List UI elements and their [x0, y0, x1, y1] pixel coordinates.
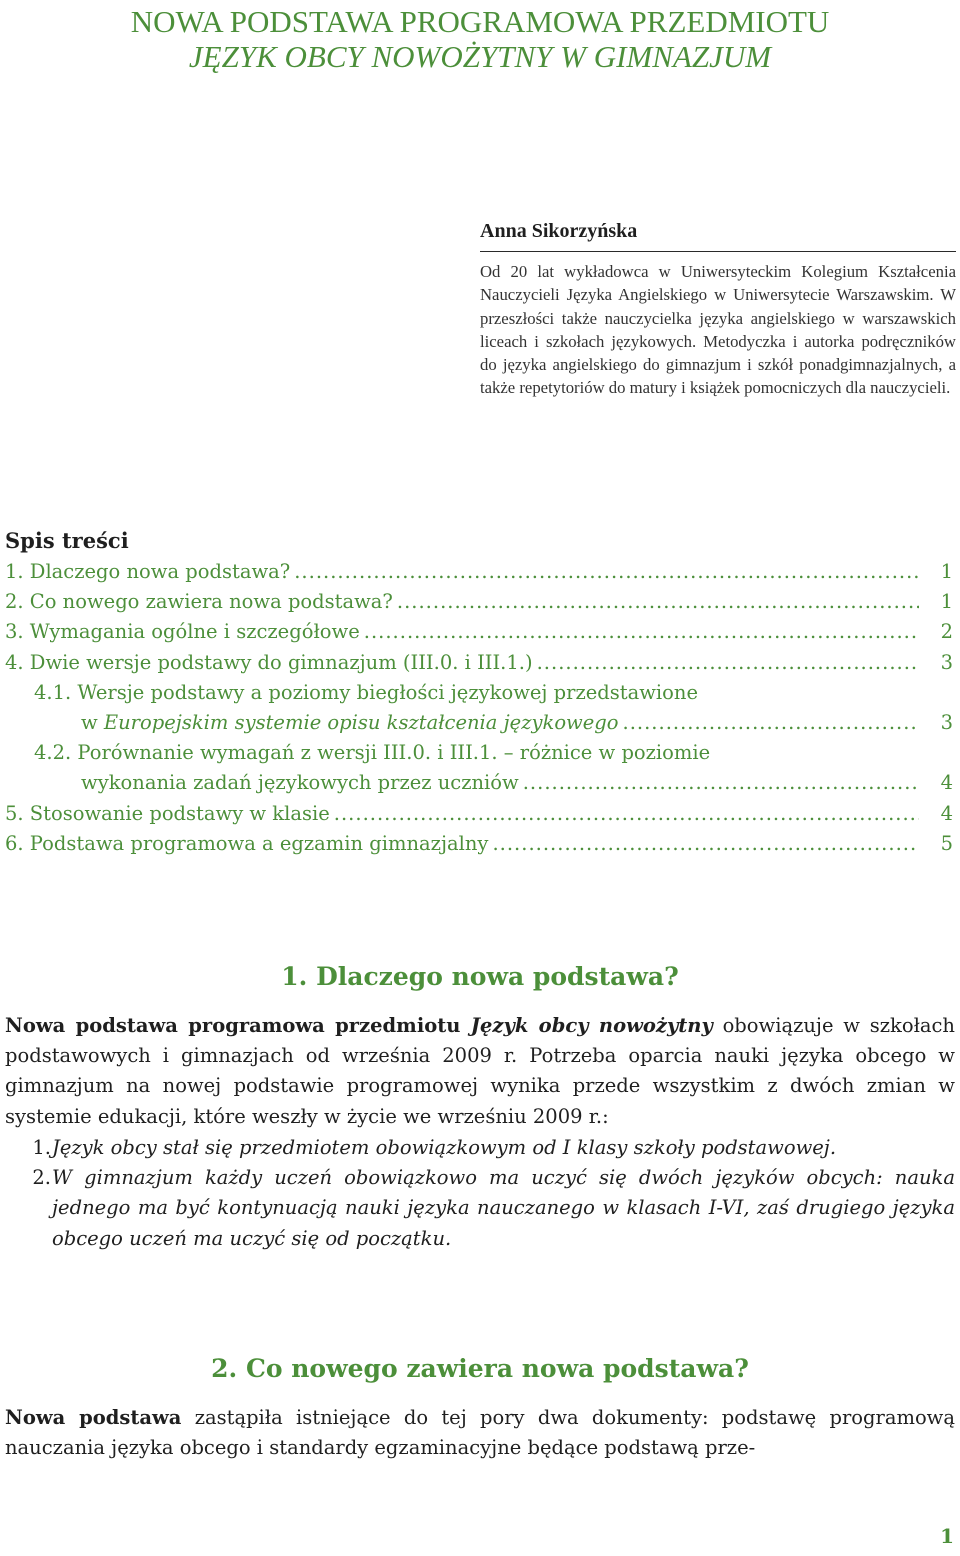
author-box — [480, 220, 956, 400]
section-1-bold-italic: Język obcy nowożytny — [470, 1014, 713, 1037]
toc-item-label: 2. Co nowego zawiera nowa podstawa? — [5, 590, 393, 614]
toc-item-label: 5. Stosowanie podstawy w klasie — [5, 801, 330, 825]
author-name: Anna Sikorzyńska — [480, 220, 638, 242]
toc-leader — [397, 587, 919, 617]
toc-leader — [623, 708, 919, 738]
document-title — [0, 4, 960, 74]
section-1-text: obowiązuje w szkołach podstawowych i gimnazjach od września 2009 r. Potrzeba oparcia nauki języka obcego w gimnazjum na nowej podstawie programowej wynika przede wszystkim z dwóch zmian w systemie edukacji, które weszły w życie we wrześniu 2009 r.: — [5, 1014, 955, 1128]
toc-item[interactable] — [5, 829, 953, 859]
toc-item-page: 2 — [940, 620, 953, 644]
toc-item[interactable] — [5, 799, 953, 829]
toc-item-label: 4.1. Wersje podstawy a poziomy biegłości językowej przedstawione — [34, 680, 699, 704]
toc-item[interactable] — [5, 648, 953, 678]
table-of-contents — [5, 528, 953, 859]
author-bio: Od 20 lat wykładowca w Uniwersyteckim Kolegium Kształcenia Nauczycieli Języka Angielskiego w Uniwersytecie Warszawskim. W przeszłości także nauczycielka języka angielskiego w warszawskich liceach i szkołach językowych. Metodyczka i autorka podręczników do języka angielskiego do gimnazjum i szkół ponadgimnazjalnych, a także repetytoriów do matury i książek pomocniczych dla nauczycieli. — [480, 262, 956, 398]
list-item-number: 2. — [32, 1166, 51, 1190]
toc-item-label: 1. Dlaczego nowa podstawa? — [5, 560, 291, 583]
toc-item-label: 3. Wymagania ogólne i szczegółowe — [5, 620, 360, 644]
title-line-1: NOWA PODSTAWA PROGRAMOWA PRZEDMIOTU — [130, 4, 830, 39]
section-1-heading: 1. Dlaczego nowa podstawa? — [281, 962, 679, 991]
toc-item-page: 4 — [940, 801, 953, 825]
toc-heading: Spis treści — [5, 528, 129, 553]
toc-item-page: 1 — [940, 560, 953, 583]
list-item-number: 1. — [32, 1136, 51, 1159]
toc-leader — [492, 829, 919, 859]
toc-item-label: 6. Podstawa programowa a egzamin gimnazjalny — [5, 831, 489, 855]
toc-item-page: 4 — [940, 771, 953, 795]
toc-item-cont-prefix: w — [81, 711, 104, 735]
toc-item-page: 1 — [940, 590, 953, 614]
section-2-bold-lead: Nowa podstawa — [5, 1406, 182, 1429]
toc-item[interactable] — [5, 738, 953, 768]
list-item-text: W gimnazjum każdy uczeń obowiązkowo ma uczyć się dwóch języków obcych: nauka jednego ma być kontynuacją nauki języka nauczanego w klasach I-VI, zaś drugiego języka obcego uczeń ma uczyć się od początku. — [52, 1166, 955, 1250]
toc-item-continuation[interactable] — [5, 708, 953, 738]
list-item — [5, 1163, 955, 1254]
toc-leader — [294, 557, 919, 587]
toc-item-page: 3 — [940, 711, 953, 735]
toc-item[interactable] — [5, 678, 953, 708]
section-2-paragraph — [5, 1403, 955, 1463]
toc-item-label: 4.2. Porównanie wymagań z wersji III.0. i III.1. – różnice w poziomie — [34, 741, 711, 765]
toc-item-cont: wykonania zadań językowych przez uczniów — [81, 771, 519, 795]
toc-item-continuation[interactable] — [5, 768, 953, 798]
toc-item-page: 3 — [940, 650, 953, 674]
section-2-heading: 2. Co nowego zawiera nowa podstawa? — [211, 1354, 749, 1383]
toc-leader — [334, 799, 919, 829]
toc-leader — [523, 768, 919, 798]
author-divider — [480, 251, 956, 252]
list-item-text: Język obcy stał się przedmiotem obowiązkowym od I klasy szkoły podstawowej. — [52, 1136, 837, 1159]
section-2-text: zastąpiła istniejące do tej pory dwa dokumenty: podstawę programową nauczania języka obcego i standardy egzaminacyjne będące podstawą prze- — [5, 1406, 955, 1460]
toc-item-label: 4. Dwie wersje podstawy do gimnazjum (III.0. i III.1.) — [5, 650, 533, 674]
section-1-paragraph — [5, 1011, 955, 1132]
toc-item[interactable] — [5, 557, 953, 587]
toc-leader — [364, 617, 919, 647]
toc-item-page: 5 — [940, 831, 953, 855]
section-1-bold-lead: Nowa podstawa programowa przedmiotu — [5, 1014, 471, 1037]
page-number: 1 — [940, 1524, 954, 1548]
section-1-list — [5, 1133, 955, 1254]
toc-item[interactable] — [5, 587, 953, 617]
list-item — [5, 1133, 955, 1163]
toc-leader — [537, 648, 919, 678]
toc-item-cont-italic: Europejskim systemie opisu kształcenia językowego — [103, 711, 619, 735]
toc-item[interactable] — [5, 617, 953, 647]
title-line-2: JĘZYK OBCY NOWOŻYTNY W GIMNAZJUM — [188, 39, 772, 74]
